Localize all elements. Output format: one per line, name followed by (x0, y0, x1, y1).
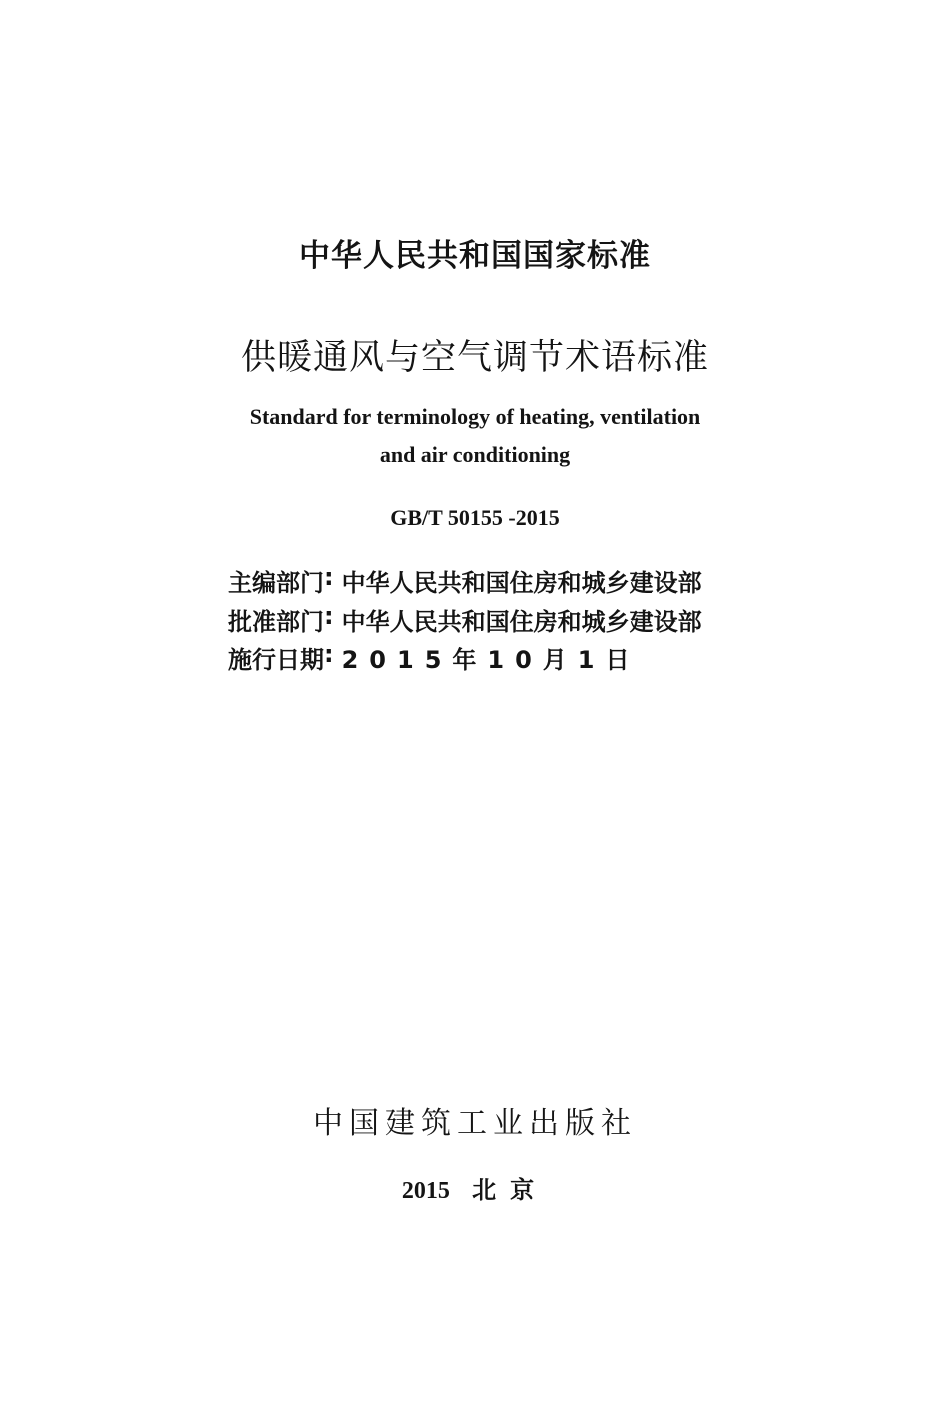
meta-separator: : (324, 602, 334, 630)
chief-editing-department-row (228, 563, 748, 598)
publisher-name: 中国建筑工业出版社 (313, 1106, 637, 1141)
publication-place (0, 1170, 950, 1205)
meta-label: 批准部门 (228, 608, 324, 636)
meta-value: 2015年10月1日 (341, 646, 641, 674)
standard-title-cn: 供暖通风与空气调节术语标准 (240, 338, 709, 378)
implementation-date-row (228, 640, 748, 675)
meta-separator: : (324, 563, 334, 591)
series-title: 中华人民共和国国家标准 (299, 238, 651, 274)
publication-city: 北京 (472, 1176, 549, 1204)
approving-department-row (228, 602, 748, 637)
meta-label: 主编部门 (228, 569, 324, 597)
meta-value: 中华人民共和国住房和城乡建设部 (341, 569, 702, 597)
standard-code: GB/T 50155 -2015 (390, 505, 560, 530)
standard-title-en-line2: and air conditioning (379, 442, 571, 467)
meta-value: 中华人民共和国住房和城乡建设部 (341, 608, 702, 636)
meta-separator: : (324, 640, 334, 668)
meta-label: 施行日期 (228, 646, 324, 674)
publication-year: 2015 (401, 1178, 450, 1204)
standard-title-en-line1: Standard for terminology of heating, ventilation (249, 404, 701, 429)
